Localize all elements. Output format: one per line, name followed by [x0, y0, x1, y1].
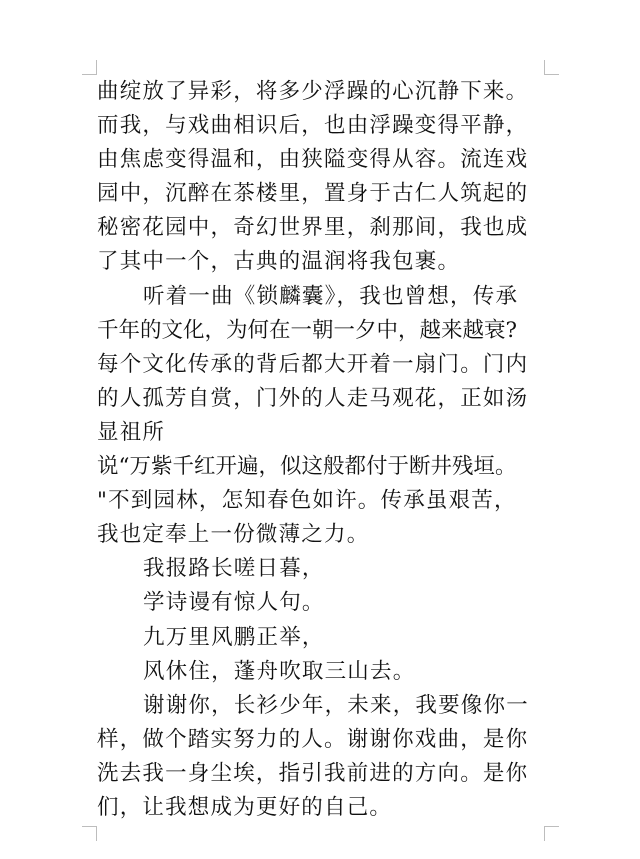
text-line: 每个文化传承的背后都大开着一扇门。门内 [97, 351, 529, 377]
text-line: 千年的文化，为何在一朝一夕中，越来越衰? [97, 317, 518, 343]
text-line: 样，做个踏实努力的人。谢谢你戏曲，是你 [97, 726, 529, 752]
text-line: 我也定奉上一份微薄之力。 [97, 522, 370, 548]
text-line: 了其中一个，古典的温润将我包裹。 [97, 249, 461, 275]
text-line: "不到园林，怎知春色如许。传承虽艰苦， [97, 488, 517, 514]
text-line: 园中，沉醉在茶楼里，置身于古仁人筑起的 [97, 181, 529, 207]
text-line: 洗去我一身尘埃，指引我前进的方向。是你 [97, 760, 529, 786]
crop-mark-bottom-right [544, 826, 559, 841]
text-line: 而我，与戏曲相识后，也由浮躁变得平静， [97, 113, 529, 139]
text-line: 曲绽放了异彩，将多少浮躁的心沉静下来。 [97, 79, 529, 104]
text-line: 由焦虑变得温和，由狭隘变得从容。流连戏 [97, 147, 529, 173]
text-line: 学诗谩有惊人句。 [143, 590, 325, 616]
text-line: 说“万紫千红开遍，似这般都付于断井残垣。 [97, 454, 517, 480]
crop-mark-top-right [544, 60, 559, 75]
crop-mark-top-left [82, 60, 97, 75]
text-line: 秘密花园中，奇幻世界里，刹那间，我也成 [97, 215, 529, 241]
text-line: 的人孤芳自赏，门外的人走马观花，正如汤 [97, 385, 529, 411]
body-text[interactable] [97, 75, 557, 825]
text-line: 谢谢你，长衫少年，未来，我要像你一 [143, 692, 529, 718]
text-line: 我报路长嗟日暮， [143, 556, 325, 582]
text-line: 九万里风鹏正举， [143, 624, 325, 650]
text-line: 风休住，蓬舟吹取三山去。 [143, 658, 416, 684]
text-line: 听着一曲《锁麟囊》，我也曾想，传承 [143, 283, 519, 309]
text-line: 们，让我想成为更好的自己。 [97, 794, 393, 820]
crop-mark-bottom-left [82, 826, 97, 841]
text-line: 显祖所 [97, 419, 166, 445]
